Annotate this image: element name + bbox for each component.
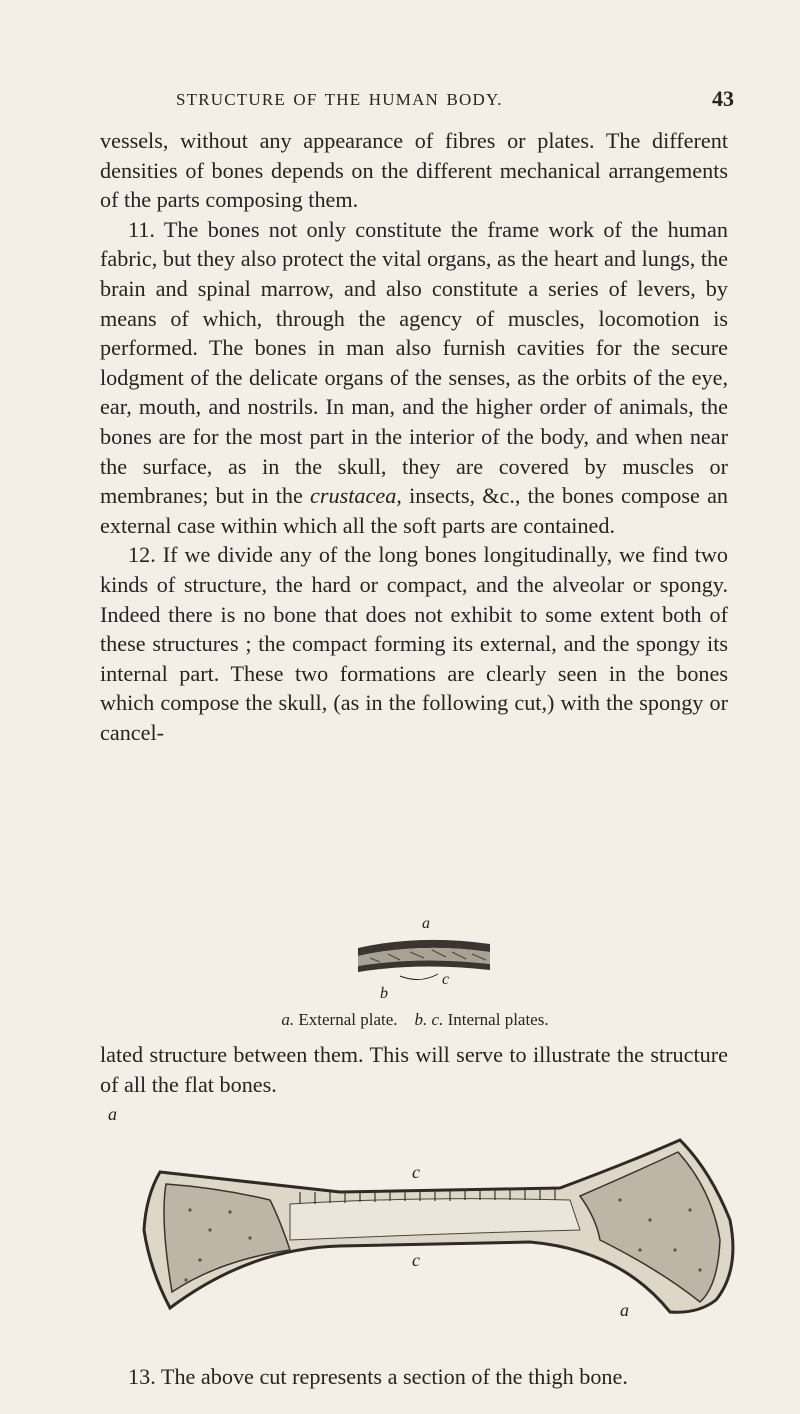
label-right: a (620, 1300, 629, 1320)
label-top-center: c (412, 1162, 420, 1182)
caption-key-a: a. (281, 1010, 295, 1029)
skull-plate-figure (340, 900, 500, 1010)
text-block-middle (100, 1040, 728, 1099)
label-c: c (442, 971, 450, 988)
label-top-left: a (108, 1104, 117, 1124)
page-header (0, 86, 800, 116)
paragraph-continued: vessels, without any appearance of fibres or plates. The different densities of bones depends on the different mechanical arrangements of the parts composing them. (100, 128, 728, 213)
thigh-bone-section-figure (100, 1100, 740, 1362)
paragraph-11: 11. The bones not only constitute the frame work of the human fabric, but they also protect the vital organs, as the heart and lungs, the brain and spinal marrow, and also constitute a series of levers, by means of which, through the agency of muscles, locomotion is performed. The bones in man also furnish cavities for the secure lodgment of the delicate organs of the senses, as the orbits of the eye, ear, mouth, and nostrils. In man, and the higher order of animals, the bones are for the most part in the interior of the body, and when near the surface, as in the skull, they are covered by muscles or membranes; but in the crustacea, insects, &c., the bones compose an external case within which all the soft parts are contained. (100, 216, 729, 538)
caption-text-a: External plate. (298, 1010, 398, 1029)
running-head: STRUCTURE OF THE HUMAN BODY. (176, 90, 503, 109)
text-block-lower (100, 1362, 728, 1392)
paragraph-12: 12. If we divide any of the long bones longitudinally, we find two kinds of structure, the hard or compact, and the alveolar or spongy. Indeed there is no bone that does not exhibit to some extent both of these structures ; the compact forming its external, and the spongy its internal part. These two formations are clearly seen in the bones which compose the skull, (as in the following cut,) with the spongy or cancel- (100, 542, 729, 745)
label-b: b (380, 985, 388, 1002)
text-block-upper (100, 126, 728, 747)
paragraph-number: 13. (128, 1364, 156, 1389)
paragraph-number: 11. (128, 216, 155, 242)
paragraph-13: 13. The above cut represents a section of the thigh bone. (128, 1364, 628, 1389)
page-number: 43 (712, 86, 734, 111)
label-bottom-center: c (412, 1250, 420, 1270)
paragraph-12-continued: lated structure between them. This will serve to illustrate the structure of all the flat bones. (100, 1042, 728, 1097)
label-a: a (422, 915, 430, 932)
figure-caption (150, 1010, 680, 1030)
italic-term: crustacea, (310, 483, 402, 509)
paragraph-number: 12. (128, 542, 156, 568)
caption-text-bc: Internal plates. (447, 1010, 549, 1029)
caption-key-bc: b. c. (414, 1010, 444, 1029)
